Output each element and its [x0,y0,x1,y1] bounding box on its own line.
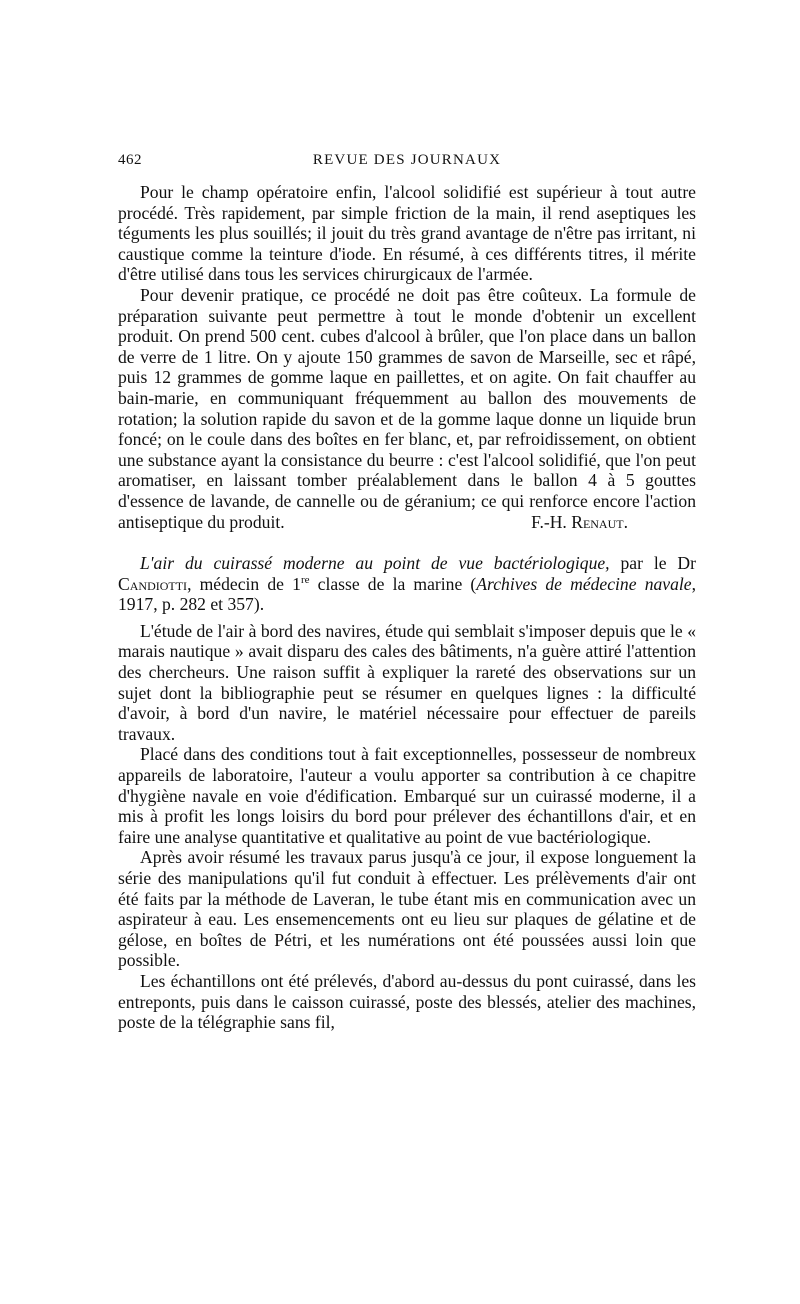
page-header [118,152,696,182]
paragraph: Après avoir résumé les travaux parus jusqu'à ce jour, il expose longuement la série des manipulations qu'il fut conduit à effectuer. Les prélèvements d'air ont été faits par la méthode de Laveran, le tube étant mis en communication avec un aspirateur à eau. Les ensemencements ont eu lieu sur plaques de gélatine et de gélose, en boîtes de Pétri, et les numérations ont été poussées aussi loin que possible. [118,847,696,971]
paragraph-with-signature [118,285,696,532]
article-air-cuirasse [118,553,696,1033]
page-number: 462 [118,152,142,168]
signature-initials: F.-H. [531,511,572,532]
ordinal-sup: re [300,573,310,586]
paragraph: Placé dans des conditions tout à fait exceptionnelles, possesseur de nombreux appareils de laboratoire, l'auteur a voulu apporter sa contribution à ce chapitre d'hygiène navale en voie d'édification. Embarqué sur un cuirassé moderne, il a mis à profit les longs loisirs du bord pour prélever des échantillons d'air, et en faire une analyse quantitative et qualitative au point de vue bactériologique. [118,744,696,847]
paragraph: L'étude de l'air à bord des navires, étude qui semblait s'imposer depuis que le « marais nautique » avait disparu des cales des bâtiments, n'a guère attiré l'attention des chercheurs. Une raison suffit à expliquer la rareté des observations sur un sujet dont la bibliographie peut se résumer en quelques lignes : la difficulté d'avoir, à bord d'un navire, le matériel nécessaire pour effectuer de pareils travaux. [118,620,696,744]
author-role-rest: classe de la marine ( [309,573,477,594]
paragraph: Pour le champ opératoire enfin, l'alcool solidifié est supérieur à tout autre procédé. Très rapidement, par simple friction de la main, il rend aseptiques les téguments les plus souillés; il jouit du très grand avantage de n'être pas irritant, ni caustique comme la teinture d'iode. En résumé, à ces différents titres, il mérite d'être utilisé dans tous les services chirurgicaux de l'armée. [118,182,696,285]
author-role: , médecin de 1 [187,573,301,594]
article-title: L'air du cuirassé moderne au point de vue bactériologique, [140,553,610,574]
abstract-heading [118,553,696,615]
citation: , 1917, p. 282 et 357). [118,573,696,615]
by-text: par le [609,553,678,574]
running-title: REVUE DES JOURNAUX [312,152,502,168]
author-title: Dr [677,553,696,574]
paragraph-text: Pour devenir pratique, ce procédé ne doit pas être coûteux. La formule de préparation suivante peut permettre à tout le monde d'obtenir un excellent produit. On prend 500 cent. cubes d'alcool à brûler, que l'on place dans un ballon de verre de 1 litre. On y ajoute 150 grammes de savon de Marseille, sec et râpé, puis 12 grammes de gomme laque en paillettes, et on agite. On fait chauffer au bain-marie, en communiquant fréquemment au ballon des mouvements de rotation; la solution rapide du savon et de la gomme laque donne un liquide brun foncé; on le coule dans des boîtes en fer blanc, et, par refroidissement, on obtient une substance ayant la consistance du beurre : c'est l'alcool solidifié, que l'on peut aromatiser, en laissant tomber préalablement dans le ballon 4 à 5 gouttes d'essence de lavande, de cannelle ou de géranium; ce qui renforce encore l'action antiseptique du produit. [118,284,696,532]
signature-name: Renaut. [571,511,628,532]
paragraph: Les échantillons ont été prélevés, d'abord au-dessus du pont cuirassé, dans les entreponts, puis dans le caisson cuirassé, poste des blessés, atelier des machines, poste de la télégraphie sans fil, [118,970,696,1033]
journal-name: Archives de médecine navale [476,573,692,594]
article-alcool-solidifie [118,182,696,532]
author-name: Candiotti [118,573,188,594]
page [118,152,696,1033]
